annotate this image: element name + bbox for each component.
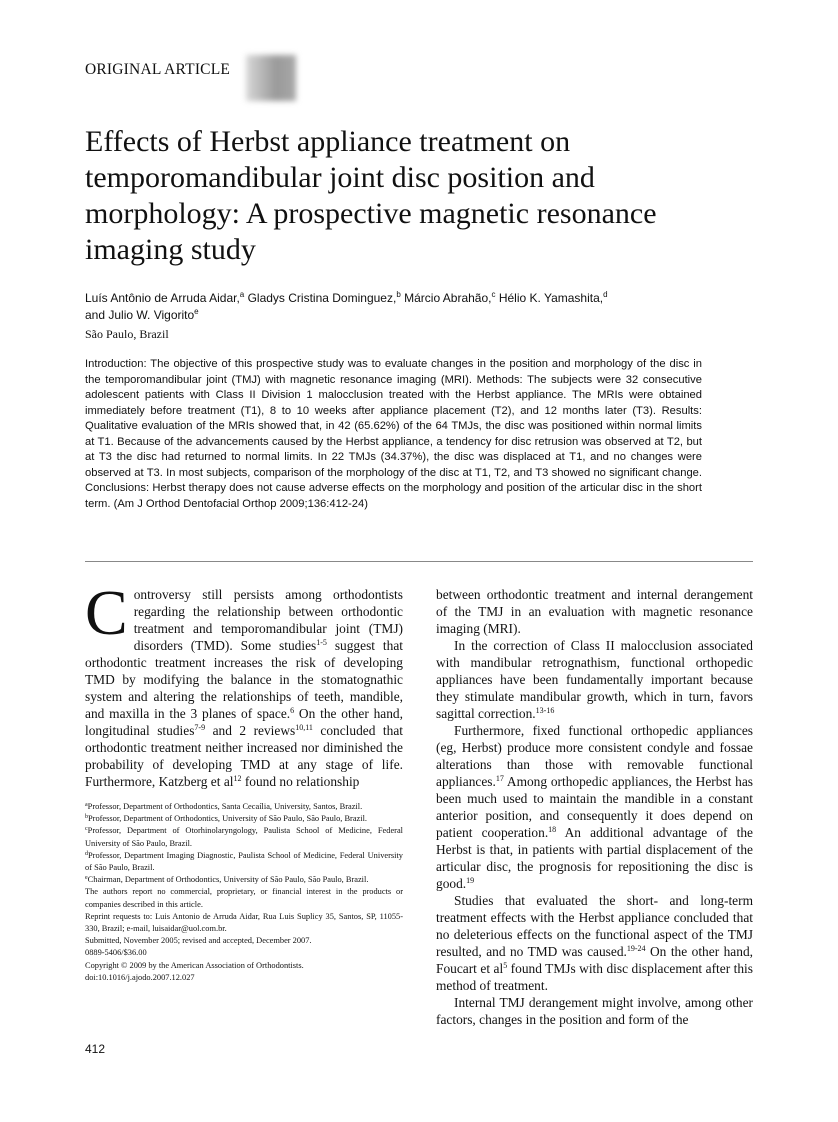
submission-note: Submitted, November 2005; revised and accepted, December 2007. <box>85 936 312 946</box>
author-location: São Paulo, Brazil <box>85 327 169 341</box>
citation-superscript: 18 <box>548 825 557 834</box>
author: Márcio Abrahão, <box>404 291 492 305</box>
citation-superscript: 1-5 <box>316 638 327 647</box>
body-paragraph: Furthermore, fixed functional orthopedic appliances (eg, Herbst) produce more consistent condyle and fossae alterations than those with removable functional appliances.$^{17}$ Among orthopedic appliances, the Herbst has been much used to maintain the mandible in a constant anterior position, and consequently it does depend on patient cooperation.$^{18}$ An additional advantage of the Herbst is that, in patients with partial displacement of the articular disc, the prognosis for repositioning the disc is good.$^{19}$ <box>436 723 754 891</box>
citation-superscript: 10,11 <box>295 723 313 732</box>
body-column-left <box>85 577 403 790</box>
affiliation-note: $^e$Chairman, Department of Orthodontics, University of São Paulo, São Paulo, Brazil. <box>85 875 369 885</box>
body-paragraph: Studies that evaluated the short- and long-term treatment effects with the Herbst appliance concluded that no deleterious effects on the functional aspect of the TMJ resulted, and no TMD was caused.$^{19-24}$ On the other hand, Foucart et $al^5$ found TMJs with disc displacement after this method of treatment. <box>436 893 753 993</box>
reprint-note: Reprint requests to: Luis Antonio de Arruda Aidar, Rua Luis Suplicy 35, Santos, SP, 11055-330, Brazil; e-mail, luisaidar@uol.com.br. <box>85 911 403 934</box>
author: Hélio K. Yamashita, <box>498 291 604 305</box>
author: Luís Antônio de Arruda Aidar, <box>85 291 240 305</box>
citation-superscript: 19 <box>466 876 475 885</box>
author: Gladys Cristina Dominguez, <box>247 291 397 305</box>
issn-note: 0889-5406/$36.00 <box>85 948 147 958</box>
author-affiliation-mark: e <box>194 307 199 316</box>
affiliation-note: $^a$Professor, Department of Orthodontics, Santa Cecaília, University, Santos, Brazil. <box>85 802 363 811</box>
page-number: 412 <box>85 1042 106 1056</box>
author-affiliation-mark: a <box>239 290 245 299</box>
citation-superscript: 17 <box>495 774 504 783</box>
footnotes <box>85 801 403 984</box>
author-affiliation-mark: b <box>396 290 401 299</box>
doi-note: doi:10.1016/j.ajodo.2007.12.027 <box>85 972 195 982</box>
body-column-right <box>436 586 753 1028</box>
section-label: ORIGINAL ARTICLE <box>85 61 231 78</box>
affiliation-note: $^c$Professor, Department of Otorhinolaryngology, Paulista School of Medicine, Federal University of São Paulo, Brazil. <box>85 826 403 848</box>
copyright-note: Copyright © 2009 by the American Association of Orthodontists. <box>85 960 304 970</box>
body-paragraph: In the correction of Class II malocclusion associated with mandibular retrognathism, functional orthopedic appliances have been fundamentally important because they stimulate mandibular growth, which in turn, favors sagittal correction.$^{13-16}$ <box>436 638 753 721</box>
body-paragraph: Internal TMJ derangement might involve, among other factors, changes in the position and form of the <box>436 995 753 1027</box>
citation-superscript: 5 <box>503 961 508 970</box>
citation-superscript: 13-16 <box>535 706 555 715</box>
affiliation-note: $^b$Professor, Department of Orthodontics, University of São Paulo, São Paulo, Brazil. <box>85 814 368 824</box>
abstract: Introduction: The objective of this prospective study was to evaluate changes in the position and morphology of the disc in the temporomandibular joint (TMJ) with magnetic resonance imaging (MRI). Methods: The subjects were 32 consecutive adolescent patients with Class II Division 1 malocclusion treated with the Herbst appliance. The MRIs were obtained immediately before treatment (T1), 8 to 10 weeks after appliance placement (T2), and 12 months later (T3). Results: Qualitative evaluation of the MRIs showed that, in 42 (65.62%) of the 64 TMJs, the disc was positioned within normal limits at T1. Because of the advancements caused by the Herbst appliance, a tendency for disc retrusion was observed at T2, but at T3 the disc had returned to normal limits. In 22 TMJs (34.37%), the disc was displaced at T1, and no changes were observed at T3. In most subjects, comparison of the morphology of the disc at T1, T2, and T3 showed no significant change. Conclusions: Herbst therapy does not cause adverse effects on the morphology and position of the articular disc in the short term. (Am J Orthod Dentofacial Orthop 2009;136:412-24) <box>85 358 702 510</box>
citation-superscript: 19-24 <box>626 944 646 953</box>
citation-superscript: 6 <box>290 706 295 715</box>
author: and Julio W. Vigorito <box>85 308 195 322</box>
author-list <box>85 290 735 324</box>
affiliation-note: $^d$Professor, Department Imaging Diagnostic, Paulista School of Medicine, Federal University of São Paulo, Brazil. <box>85 850 403 873</box>
body-paragraph: between orthodontic treatment and internal derangement of the TMJ in an evaluation with magnetic resonance imaging (MRI). <box>436 587 753 636</box>
citation-superscript: 12 <box>233 774 242 783</box>
author-affiliation-mark: d <box>603 290 608 299</box>
section-label-shade <box>246 55 296 101</box>
citation-superscript: 7-9 <box>194 723 206 732</box>
abstract-divider <box>85 561 753 562</box>
disclosure-note: The authors report no commercial, proprietary, or financial interest in the products or companies described in this article. <box>85 887 403 909</box>
article-title: Effects of Herbst appliance treatment on temporomandibular joint disc position and morphology: A prospective magnetic resonance imaging study <box>85 125 657 266</box>
body-paragraph: Controversy still persists among orthodontists regarding the relationship between orthodontic treatment and temporomandibular joint (TMJ) disorders (TMD). Some studies$^{1-5}$ suggest that orthodontic treatment increases the risk of developing TMD by modifying the balance in the stomatognathic system and altering the relationships of teeth, mandible, and maxilla in the 3 planes of space.$^6$ On the other hand, longitudinal studies$^{7-9}$ and 2 reviews$^{10,11}$ concluded that orthodontic treatment neither increased nor diminished the probability of developing TMD at any stage of life. Furthermore, Katzberg et $al^{12}$ found no relationship <box>85 577 403 789</box>
drop-cap: C <box>85 577 128 648</box>
author-affiliation-mark: c <box>491 290 496 299</box>
